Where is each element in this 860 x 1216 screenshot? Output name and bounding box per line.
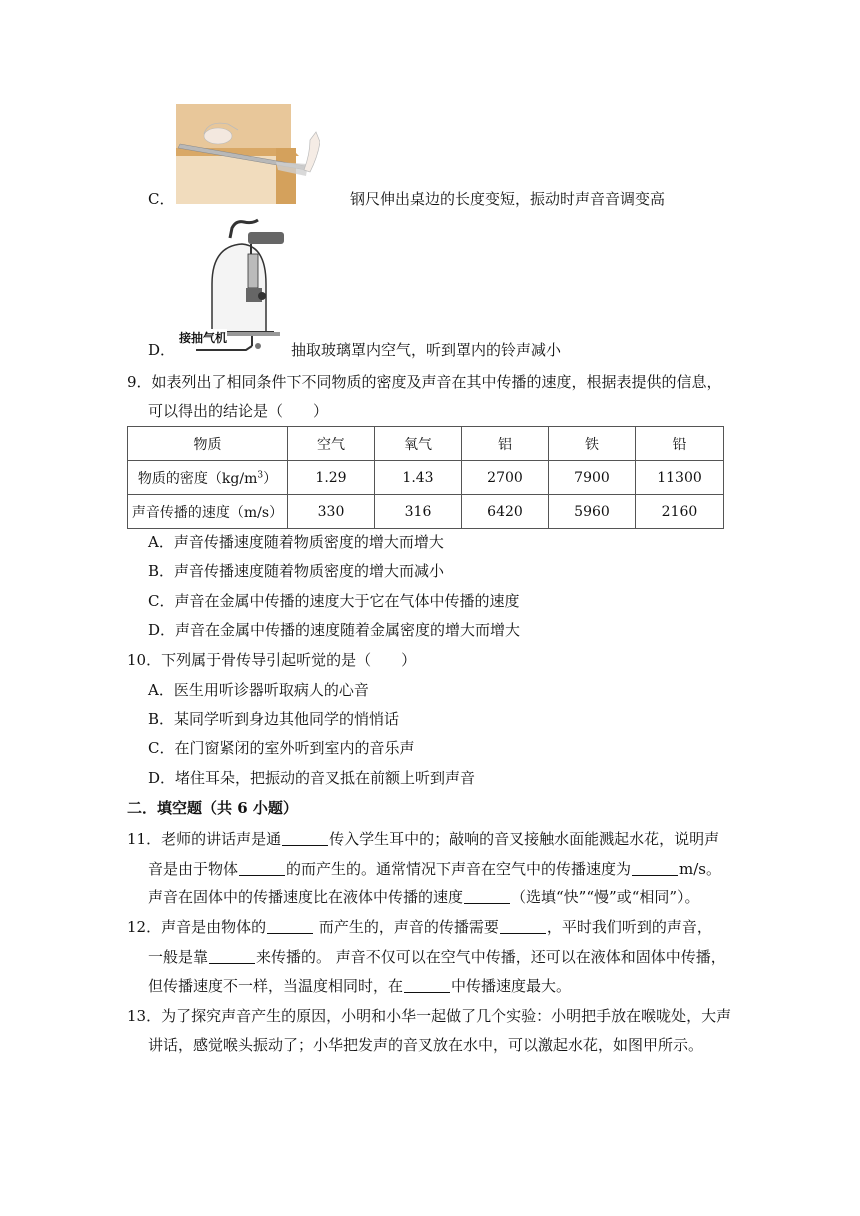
q12-l2b: 来传播的。 声音不仅可以在空气中传播，还可以在液体和固体中传播， (256, 948, 726, 966)
q9-option-c: C．声音在金属中传播的速度大于它在气体中传播的速度 (148, 592, 520, 610)
q12-l2a: 一般是靠 (148, 948, 209, 966)
table-row (128, 427, 724, 461)
q11-l1b: 传入学生耳中的；敲响的音叉接触水面能溅起水花，说明声 (329, 830, 720, 848)
pump-caption: 接抽气机 (179, 331, 228, 345)
q12-l3a: 但传播速度不一样，当温度相同时，在 (148, 977, 404, 995)
q9-option-d: D．声音在金属中传播的速度随着金属密度的增大而增大 (148, 621, 521, 639)
table-header-cell: 铅 (636, 427, 724, 461)
density-label-cell (128, 461, 288, 495)
table-header-cell: 空气 (288, 427, 375, 461)
answer-blank[interactable] (632, 860, 678, 876)
option-c-label: C． (148, 190, 175, 208)
option-c-text: 钢尺伸出桌边的长度变短，振动时声音音调变高 (350, 190, 666, 208)
q10-option-d: D．堵住耳朵，把振动的音叉抵在前额上听到声音 (148, 769, 476, 787)
q9-stem-line1: 9．如表列出了相同条件下不同物质的密度及声音在其中传播的速度，根据表提供的信息， (127, 373, 722, 391)
q10-stem: 10．下列属于骨传导引起听觉的是（ ） (127, 651, 417, 669)
answer-blank[interactable] (239, 860, 285, 876)
section-title: 二．填空题（共 6 小题） (127, 799, 298, 817)
answer-blank[interactable] (282, 830, 328, 846)
table-cell: 6420 (462, 495, 549, 529)
table-cell: 2160 (636, 495, 724, 529)
table-header-cell: 铁 (549, 427, 636, 461)
table-cell: 7900 (549, 461, 636, 495)
q12-l3b: 中传播速度最大。 (451, 977, 572, 995)
q9-option-a: A．声音传播速度随着物质密度的增大而增大 (148, 533, 444, 551)
table-cell: 330 (288, 495, 375, 529)
ruler-image (176, 104, 320, 204)
q10-option-a: A．医生用听诊器听取病人的心音 (148, 681, 369, 699)
q11-l3b: （选填“快”“慢”或“相同”）。 (511, 888, 700, 906)
table-header-cell: 铝 (462, 427, 549, 461)
density-close: ） (263, 470, 278, 487)
q10-option-c: C．在门窗紧闭的室外听到室内的音乐声 (148, 739, 415, 757)
answer-blank[interactable] (209, 948, 255, 964)
q12-l1b: 而产生的，声音的传播需要 (314, 918, 499, 936)
table-row (128, 461, 724, 495)
answer-blank[interactable] (404, 977, 450, 993)
q11-l1a: 11．老师的讲话声是通 (127, 830, 282, 848)
q9-option-b: B．声音传播速度随着物质密度的增大而减小 (148, 562, 445, 580)
table-cell: 316 (375, 495, 462, 529)
q9-table (127, 426, 724, 529)
q13-l1: 13．为了探究声音产生的原因，小明和小华一起做了几个实验：小明把手放在喉咙处，大声 (127, 1007, 732, 1025)
table-cell: 11300 (636, 461, 724, 495)
speed-label-cell: 声音传播的速度（m/s） (128, 495, 288, 529)
q12-l1c: ，平时我们听到的声音， (546, 918, 712, 936)
table-header-cell: 物质 (128, 427, 288, 461)
q11-l2c: m/s。 (679, 860, 722, 878)
answer-blank[interactable] (464, 888, 510, 904)
table-cell: 1.29 (288, 461, 375, 495)
option-d-text: 抽取玻璃罩内空气，听到罩内的铃声减小 (291, 341, 562, 359)
answer-blank[interactable] (267, 918, 313, 934)
table-cell: 2700 (462, 461, 549, 495)
q11-l2a: 音是由于物体 (148, 860, 239, 878)
q11-l2b: 的而产生的。通常情况下声音在空气中的传播速度为 (286, 860, 632, 878)
q12-l1a: 12．声音是由物体的 (127, 918, 267, 936)
table-cell: 5960 (549, 495, 636, 529)
density-label: 物质的密度（kg/m (137, 470, 258, 487)
q10-option-b: B．某同学听到身边其他同学的悄悄话 (148, 710, 400, 728)
q9-stem-line2: 可以得出的结论是（ ） (148, 402, 329, 420)
q13-l2: 讲话，感觉喉头振动了；小华把发声的音叉放在水中，可以激起水花，如图甲所示。 (148, 1036, 704, 1054)
table-header-cell: 氧气 (375, 427, 462, 461)
density-sup: 3 (257, 469, 264, 480)
table-row (128, 495, 724, 529)
answer-blank[interactable] (500, 918, 546, 934)
table-cell: 1.43 (375, 461, 462, 495)
q11-l3a: 声音在固体中的传播速度比在液体中传播的速度 (148, 888, 464, 906)
option-d-label: D． (148, 341, 176, 359)
